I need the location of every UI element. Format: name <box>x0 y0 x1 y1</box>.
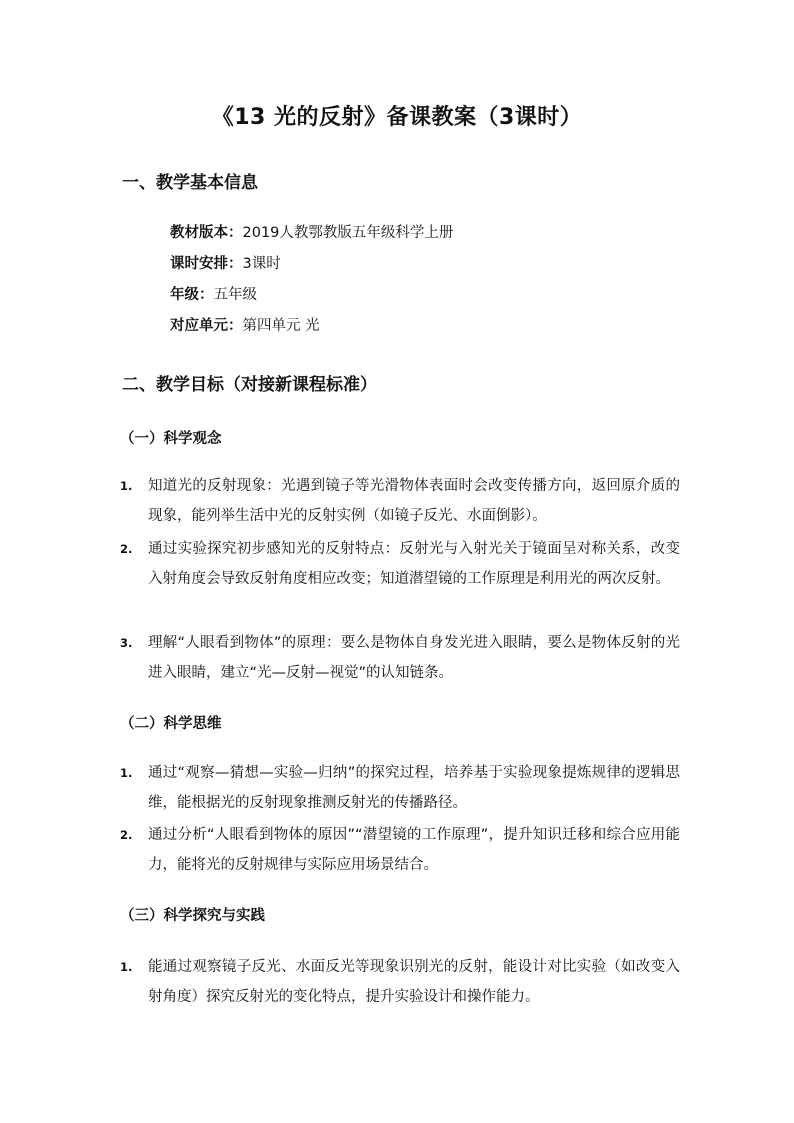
info-value: 第四单元 光 <box>242 318 320 334</box>
info-value: 五年级 <box>213 287 257 303</box>
subsection-heading-concepts: （一）科学观念 <box>120 431 222 447</box>
info-label: 年级： <box>170 287 214 303</box>
list-item <box>120 952 680 1012</box>
info-label: 课时安排： <box>170 256 243 272</box>
page-title: 《13 光的反射》备课教案（3课时） <box>211 105 583 130</box>
list-item-number: 2. <box>120 828 133 842</box>
list-item-text: 通过“观察—猜想—实验—归纳”的探究过程，培养基于实验现象提炼规律的逻辑思维，能根据光的反射现象推测反射光的传播路径。 <box>148 765 680 811</box>
list-item-text: 通过分析“人眼看到物体的原因”“潜望镜的工作原理”，提升知识迁移和综合应用能力，能将光的反射规律与实际应用场景结合。 <box>148 827 680 873</box>
info-row-textbook <box>170 223 453 243</box>
list-item <box>120 471 680 531</box>
section-heading-basic-info: 一、教学基本信息 <box>122 173 258 193</box>
subsection-heading-thinking: （二）科学思维 <box>120 716 222 732</box>
list-item-number: 1. <box>120 960 133 974</box>
list-item-number: 1. <box>120 479 133 493</box>
list-item <box>120 820 680 880</box>
list-item <box>120 628 680 688</box>
list-item <box>120 758 680 818</box>
info-label: 教材版本： <box>170 225 243 241</box>
info-row-unit <box>170 316 320 336</box>
list-item-text: 知道光的反射现象：光遇到镜子等光滑物体表面时会改变传播方向，返回原介质的现象，能列举生活中光的反射实例（如镜子反光、水面倒影）。 <box>148 478 680 524</box>
info-label: 对应单元： <box>170 318 243 334</box>
section-heading-objectives: 二、教学目标（对接新课程标准） <box>122 375 377 395</box>
info-value: 2019人教鄂教版五年级科学上册 <box>242 225 454 241</box>
list-item-text: 通过实验探究初步感知光的反射特点：反射光与入射光关于镜面呈对称关系，改变入射角度会导致反射角度相应改变；知道潜望镜的工作原理是利用光的两次反射。 <box>148 541 680 587</box>
list-item <box>120 534 680 594</box>
info-row-grade <box>170 285 257 305</box>
list-item-text: 能通过观察镜子反光、水面反光等现象识别光的反射，能设计对比实验（如改变入射角度）探究反射光的变化特点，提升实验设计和操作能力。 <box>148 959 680 1005</box>
list-item-number: 1. <box>120 766 133 780</box>
list-item-number: 3. <box>120 636 133 650</box>
info-row-schedule <box>170 254 281 274</box>
info-value: 3课时 <box>242 256 281 272</box>
list-item-number: 2. <box>120 542 133 556</box>
list-item-text: 理解“人眼看到物体”的原理：要么是物体自身发光进入眼睛，要么是物体反射的光进入眼睛，建立“光—反射—视觉”的认知链条。 <box>148 635 680 681</box>
subsection-heading-inquiry: （三）科学探究与实践 <box>120 908 265 924</box>
